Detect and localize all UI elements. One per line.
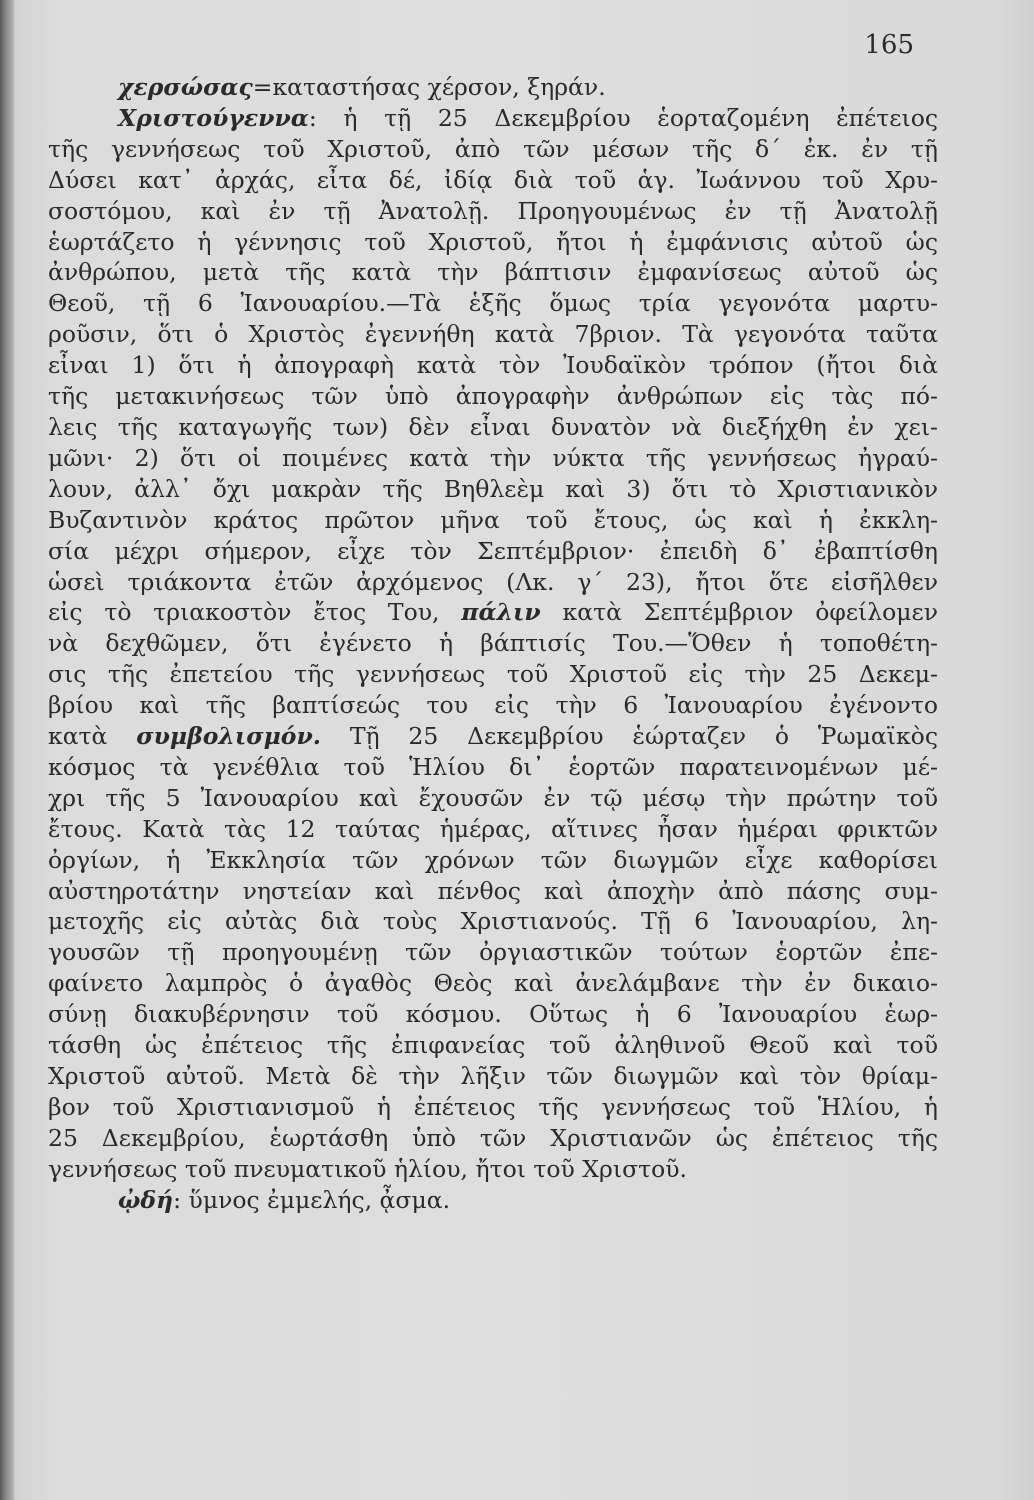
entry-text-line: γουσῶν τῇ προηγουμένῃ τῶν ὀργιαστικῶν τούτων ἑορτῶν ἐπε-: [48, 938, 938, 967]
entry-text-line: βον τοῦ Χριστιανισμοῦ ἡ ἐπέτειος τῆς γεννήσεως τοῦ Ἡλίου, ἡ: [48, 1092, 938, 1121]
entry-term: χερσώσας: [118, 73, 253, 101]
entry-text-line: μετοχῆς εἰς αὐτὰς διὰ τοὺς Χριστιανούς. Τῇ 6 Ἰανουαρίου, λη-: [48, 907, 938, 936]
page-number: 165: [864, 30, 914, 60]
entry-text-line: εἶναι 1) ὅτι ἡ ἀπογραφὴ κατὰ τὸν Ἰουδαϊκὸν τρόπον (ἤτοι διὰ: [48, 351, 938, 380]
text-segment: εἰς τὸ τριακοστὸν ἔτος Του,: [48, 598, 462, 627]
entry-text-line: ἀνθρώπου, μετὰ τῆς κατὰ τὴν βάπτισιν ἐμφανίσεως αὐτοῦ ὡς: [48, 258, 938, 287]
entry-text-line: ὡσεὶ τριάκοντα ἐτῶν ἀρχόμενος (Λκ. γ΄ 23), ἤτοι ὅτε εἰσῆλθεν: [48, 567, 938, 596]
entry-text-line: σοστόμου, καὶ ἐν τῇ Ἀνατολῇ. Προηγουμένως ἐν τῇ Ἀνατολῇ: [48, 196, 938, 225]
entry-text-line: 25 Δεκεμβρίου, ἑωρτάσθη ὑπὸ τῶν Χριστιανῶν ὡς ἐπέτειος τῆς: [48, 1123, 938, 1152]
entry-text-line: τάσθη ὡς ἐπέτειος τῆς ἐπιφανείας τοῦ ἀληθινοῦ Θεοῦ καὶ τοῦ: [48, 1031, 938, 1060]
entry-text-line: λεις τῆς καταγωγῆς των) δὲν εἶναι δυνατὸν νὰ διεξήχθη ἐν χει-: [48, 412, 938, 441]
entry-definition: =καταστήσας χέρσον, ξηράν.: [252, 73, 606, 101]
entry-text-line: νὰ δεχθῶμεν, ὅτι ἐγένετο ἡ βάπτισίς Του.—Ὅθεν ἡ τοποθέτη-: [48, 629, 938, 658]
entry-text-line: ροῦσιν, ὅτι ὁ Χριστὸς ἐγεννήθη κατὰ 7βριον. Τὰ γεγονότα ταῦτα: [48, 320, 938, 349]
entry-text-line: σία μέχρι σήμερον, εἶχε τὸν Σεπτέμβριον· ἐπειδὴ δ᾽ ἐβαπτίσθη: [48, 536, 938, 565]
entry-text-line: τῆς γεννήσεως τοῦ Χριστοῦ, ἀπὸ τῶν μέσων τῆς δ΄ ἐκ. ἐν τῇ: [48, 134, 938, 163]
entry-cherposas: [48, 72, 938, 103]
entry-text-line: φαίνετο λαμπρὸς ὁ ἀγαθὸς Θεὸς καὶ ἀνελάμβανε τὴν ἐν δικαιο-: [48, 969, 938, 998]
entry-text-line: Δύσει κατ᾽ ἀρχάς, εἶτα δέ, ἰδίᾳ διὰ τοῦ ἁγ. Ἰωάννου τοῦ Χρυ-: [48, 165, 938, 194]
entry-text-line: χρι τῆς 5 Ἰανουαρίου καὶ ἔχουσῶν ἐν τῷ μέσῳ τὴν πρώτην τοῦ: [48, 783, 938, 812]
entry-text-line: σις τῆς ἐπετείου τῆς γεννήσεως τοῦ Χριστοῦ εἰς τὴν 25 Δεκεμ-: [48, 660, 938, 689]
entry-text-line: τῆς μετακινήσεως τῶν ὑπὸ ἀπογραφὴν ἀνθρώπων εἰς τὰς πό-: [48, 382, 938, 411]
entry-text-line: γεννήσεως τοῦ πνευματικοῦ ἡλίου, ἤτοι τοῦ Χριστοῦ.: [48, 1154, 688, 1183]
entry-text-line: Βυζαντινὸν κράτος πρῶτον μῆνα τοῦ ἔτους, ὡς καὶ ἡ ἐκκλη-: [48, 505, 938, 534]
entry-text-line: βρίου καὶ τῆς βαπτίσεώς του εἰς τὴν 6 Ἰανουαρίου ἐγένοντο: [48, 691, 938, 720]
text-segment: κατὰ: [48, 722, 137, 751]
emphasized-word: πάλιν: [461, 598, 541, 627]
entry-term: ᾠδή: [118, 1185, 174, 1214]
page-binding-edge: [0, 0, 14, 1500]
entry-text-line: ἑωρτάζετο ἡ γέννησις τοῦ Χριστοῦ, ἤτοι ἡ ἐμφάνισις αὐτοῦ ὡς: [48, 227, 938, 256]
entry-text-line: ὀργίων, ἡ Ἐκκλησία τῶν χρόνων τῶν διωγμῶν εἶχε καθορίσει: [48, 845, 938, 874]
entry-text-line: Χριστοῦ αὐτοῦ. Μετὰ δὲ τὴν λῆξιν τῶν διωγμῶν καὶ τὸν θρίαμ-: [48, 1062, 938, 1090]
entry-term: Χριστούγεννα: [118, 103, 309, 132]
entry-ode: [48, 1185, 938, 1216]
entry-text-line: ἔτους. Κατὰ τὰς 12 ταύτας ἡμέρας, αἵτινες ἦσαν ἡμέραι φρικτῶν: [48, 814, 938, 843]
entry-text-line: μῶνι· 2) ὅτι οἱ ποιμένες κατὰ τὴν νύκτα τῆς γεννήσεως ἠγραύ-: [48, 443, 938, 472]
entry-text-line: κόσμος τὰ γενέθλια τοῦ Ἡλίου δι᾽ ἑορτῶν παρατεινομένων μέ-: [48, 752, 938, 781]
text-segment: κατὰ Σεπτέμβριον ὀφείλομεν: [540, 598, 938, 627]
text-segment: Τῇ 25 Δεκεμβρίου ἑώρταζεν ὁ Ῥωμαϊκὸς: [320, 722, 938, 751]
entry-text-line-with-emphasis: [48, 721, 938, 752]
entry-text-line: αὐστηροτάτην νηστείαν καὶ πένθος καὶ ἀποχὴν ἀπὸ πάσης συμ-: [48, 876, 938, 905]
entry-text-line: Θεοῦ, τῇ 6 Ἰανουαρίου.—Τὰ ἑξῆς ὅμως τρία γεγονότα μαρτυ-: [48, 289, 938, 318]
entry-text-line: σύνῃ διακυβέρνησιν τοῦ κόσμου. Οὕτως ἡ 6 Ἰανουαρίου ἑωρ-: [48, 1000, 938, 1029]
entry-text-line: λουν, ἀλλ᾽ ὄχι μακρὰν τῆς Βηθλεὲμ καὶ 3) ὅτι τὸ Χριστιανικὸν: [48, 474, 938, 503]
entry-definition: : ὕμνος ἐμμελής, ᾆσμα.: [173, 1185, 451, 1214]
dictionary-text: [48, 72, 938, 1216]
entry-text: : ἡ τῇ 25 Δεκεμβρίου ἑορταζομένη ἐπέτειος: [308, 103, 938, 132]
entry-text-line-with-emphasis: [48, 597, 938, 628]
emphasized-word: συμβολισμόν.: [136, 722, 321, 751]
entry-christougenna-line: [48, 103, 938, 134]
